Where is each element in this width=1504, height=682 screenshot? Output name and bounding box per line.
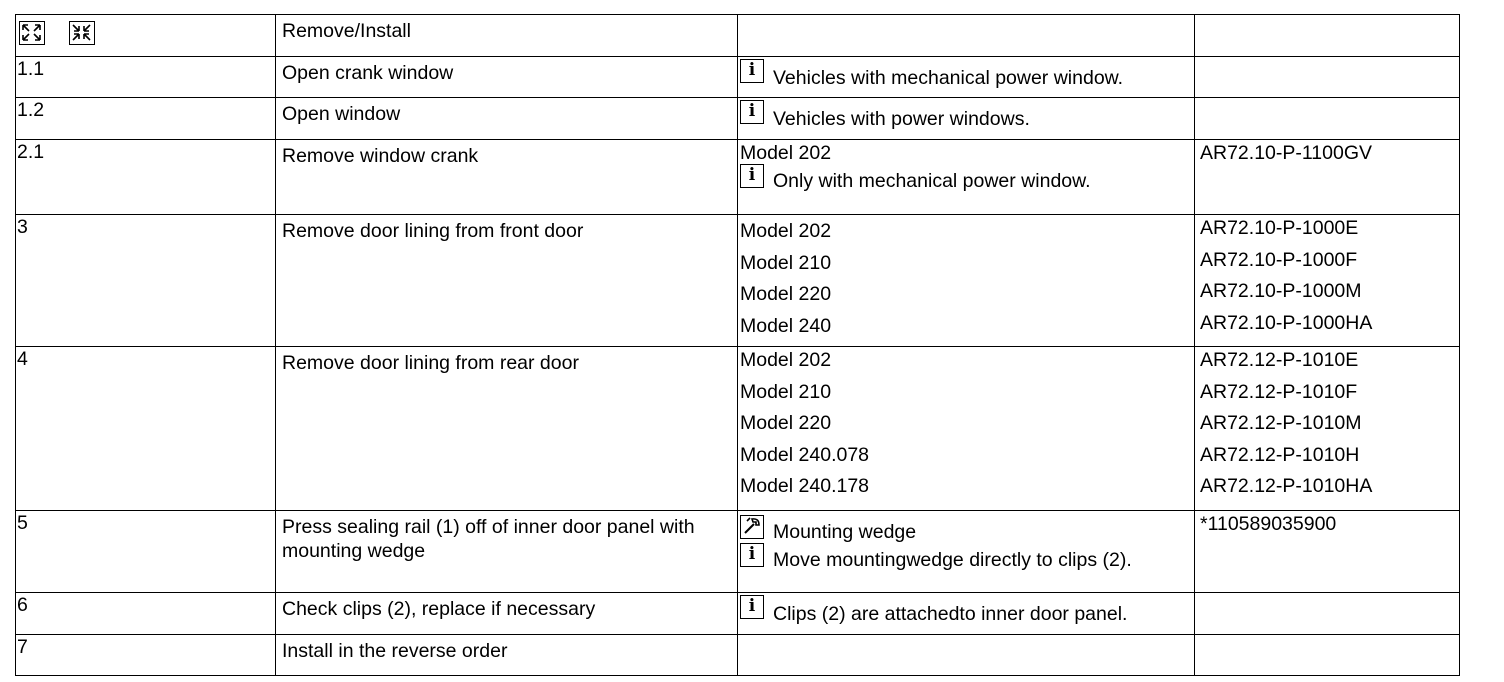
tool-part-number: *110589035900 — [1200, 513, 1337, 535]
note-text: Clips (2) are attachedto inner door panel. — [773, 603, 1128, 625]
step-number: 1.2 — [17, 99, 45, 121]
table-row — [16, 57, 1460, 98]
reference-link[interactable]: AR72.10-P-1100GV — [1200, 142, 1372, 164]
tool-icon — [740, 515, 764, 539]
table-row — [16, 347, 1460, 511]
info-icon: i — [740, 543, 764, 567]
model-label: Model 240.178 — [740, 475, 870, 497]
note-text: Vehicles with power windows. — [773, 108, 1030, 130]
task-description: Check clips (2), replace if necessary — [282, 598, 596, 620]
task-description: Press sealing rail (1) off of inner door panel with mounting wedge — [282, 516, 695, 562]
step-number: 5 — [17, 512, 28, 534]
model-label: Model 202 — [740, 142, 832, 164]
note-line — [740, 595, 1194, 627]
note-text: Mounting wedge — [773, 521, 917, 543]
reference-link[interactable]: AR72.12-P-1010F — [1200, 380, 1358, 403]
step-number: 7 — [17, 636, 28, 658]
header-title-cell — [276, 15, 738, 57]
step-number: 2.1 — [17, 141, 45, 163]
table-row — [16, 635, 1460, 676]
note-line — [740, 100, 1194, 132]
task-description: Open window — [282, 103, 401, 125]
reference-link[interactable]: AR72.10-P-1000E — [1200, 217, 1359, 239]
reference-link[interactable]: AR72.12-P-1010E — [1200, 349, 1359, 371]
header-empty-cell — [738, 15, 1195, 57]
model-label: Model 202 — [740, 349, 832, 371]
reference-link[interactable]: AR72.10-P-1000HA — [1200, 311, 1373, 334]
step-number: 4 — [17, 348, 28, 370]
note-line — [740, 59, 1194, 91]
task-description: Open crank window — [282, 62, 454, 84]
table-row — [16, 593, 1460, 635]
table-row — [16, 215, 1460, 347]
task-description: Remove window crank — [282, 145, 479, 167]
reference-link[interactable]: AR72.10-P-1000F — [1200, 248, 1358, 271]
reference-link[interactable]: AR72.12-P-1010H — [1200, 443, 1360, 466]
task-description: Remove door lining from front door — [282, 220, 584, 242]
info-icon: i — [740, 59, 764, 83]
info-icon: i — [740, 100, 764, 124]
note-line — [740, 515, 1194, 543]
reference-link[interactable]: AR72.12-P-1010HA — [1200, 475, 1373, 497]
reference-link[interactable]: AR72.12-P-1010M — [1200, 412, 1362, 434]
info-icon: i — [740, 595, 764, 619]
procedure-table — [15, 14, 1460, 676]
model-label: Model 220 — [740, 283, 832, 305]
info-icon: i — [740, 164, 764, 188]
table-row — [16, 511, 1460, 593]
model-label: Model 240 — [740, 314, 832, 337]
table-row — [16, 98, 1460, 140]
reference-link[interactable]: AR72.10-P-1000M — [1200, 280, 1362, 302]
step-number: 6 — [17, 594, 28, 616]
task-description: Install in the reverse order — [282, 640, 508, 662]
step-number: 3 — [17, 216, 28, 238]
header-empty-cell — [1195, 15, 1460, 57]
install-collapse-icon — [69, 21, 95, 45]
note-line — [740, 164, 1194, 196]
header-row — [16, 15, 1460, 57]
table-row — [16, 140, 1460, 215]
remove-expand-icon — [19, 21, 45, 45]
step-number: 1.1 — [17, 58, 45, 80]
model-label: Model 220 — [740, 412, 832, 434]
note-text: Move mountingwedge directly to clips (2). — [773, 549, 1132, 571]
model-label: Model 240.078 — [740, 443, 870, 466]
note-text: Only with mechanical power window. — [773, 170, 1091, 192]
task-description: Remove door lining from rear door — [282, 352, 579, 374]
header-icons-cell — [16, 15, 276, 57]
model-label: Model 210 — [740, 251, 832, 274]
header-title: Remove/Install — [282, 20, 411, 42]
note-text: Vehicles with mechanical power window. — [773, 67, 1124, 89]
note-line — [740, 543, 1194, 575]
model-label: Model 210 — [740, 380, 832, 403]
model-label: Model 202 — [740, 220, 832, 242]
